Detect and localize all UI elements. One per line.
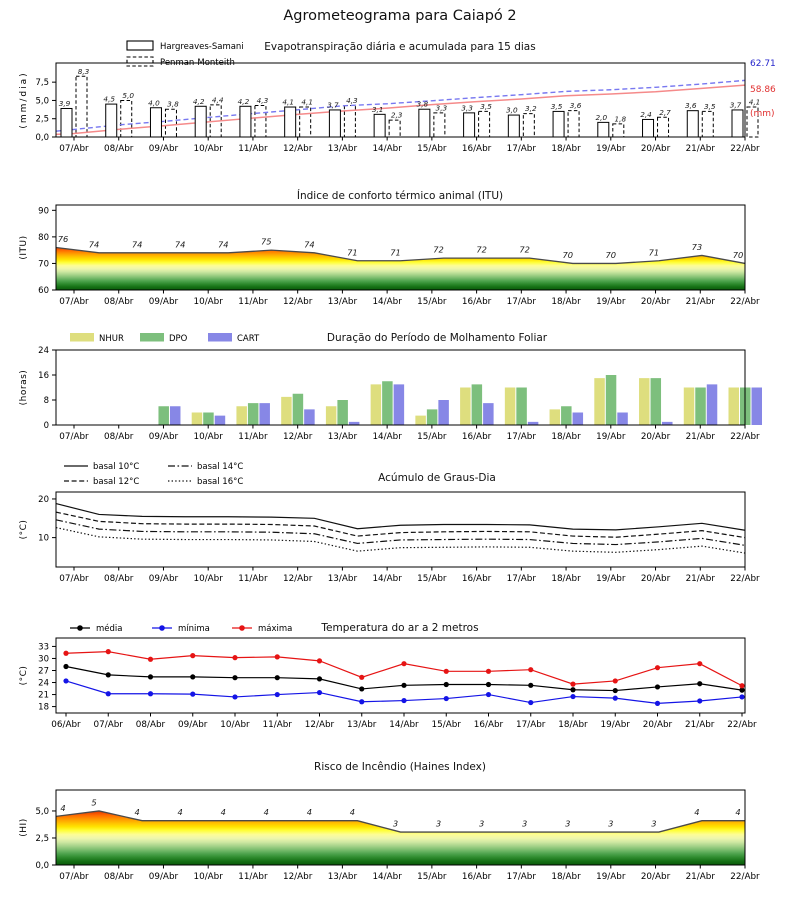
- mol-chart: [19, 332, 762, 442]
- itu-point-label: 74: [217, 239, 229, 250]
- gd-legend-1: basal 12°C: [93, 477, 140, 487]
- hai-ytick: 2,5: [35, 833, 49, 844]
- mol-legend-dpo: DPO: [169, 334, 188, 344]
- itu-ytick: 60: [38, 286, 49, 296]
- itu-xtick: 14/Abr: [372, 297, 402, 307]
- temp-xtick: 18/Abr: [558, 720, 588, 730]
- et-bar-label: 3,3: [435, 103, 448, 113]
- hai-xtick: 14/Abr: [372, 872, 402, 882]
- hai-xtick: 16/Abr: [461, 872, 492, 882]
- hai-point-label: 3: [565, 818, 571, 829]
- gd-ylabel: (°C): [19, 519, 29, 540]
- et-bar-label: 4,2: [192, 96, 205, 106]
- mol-xtick: 11/Abr: [238, 432, 268, 442]
- mol-xtick: 21/Abr: [685, 432, 715, 442]
- et-bar-label: 3,9: [58, 98, 71, 108]
- et-xtick: 16/Abr: [461, 144, 492, 154]
- itu-point-label: 74: [174, 239, 186, 250]
- et-bar-label: 4,0: [148, 98, 160, 108]
- itu-xtick: 10/Abr: [193, 297, 223, 307]
- hai-xtick: 07/Abr: [59, 872, 89, 882]
- mol-title: Duração do Período de Molhamento Foliar: [326, 332, 548, 344]
- et-title: Evapotranspiração diária e acumulada para 15 dias: [264, 41, 536, 53]
- mol-xtick: 14/Abr: [372, 432, 402, 442]
- et-bar-label: 4,3: [346, 96, 358, 106]
- hai-xtick: 22/Abr: [730, 872, 760, 882]
- mol-xtick: 19/Abr: [596, 432, 626, 442]
- hai-point-label: 4: [134, 807, 140, 818]
- et-legend-penman: Penman-Monteith: [160, 58, 235, 68]
- itu-point-label: 74: [131, 239, 143, 250]
- itu-point-label: 74: [304, 239, 315, 250]
- hai-xtick: 18/Abr: [551, 872, 581, 882]
- et-ytick: 7,5: [35, 78, 49, 89]
- et-bar-label: 3,0: [506, 105, 518, 115]
- hai-point-label: 3: [392, 818, 399, 829]
- et-bar-label: 4,3: [256, 96, 269, 106]
- et-unit-label: (mm): [750, 109, 775, 119]
- hai-point-label: 4: [349, 807, 356, 818]
- et-bar-label: 3,5: [550, 101, 563, 111]
- hai-point-label: 3: [478, 818, 485, 829]
- itu-xtick: 17/Abr: [506, 297, 537, 307]
- hai-chart: [19, 761, 760, 882]
- hai-ylabel: (HI): [19, 818, 29, 837]
- hai-point-label: 3: [608, 818, 614, 829]
- et-bar-label: 5,0: [122, 90, 135, 100]
- hai-ytick: 5,0: [35, 806, 49, 817]
- temp-xtick: 13/Abr: [347, 720, 377, 730]
- gd-xtick: 22/Abr: [730, 574, 760, 584]
- temp-ytick: 18: [38, 702, 49, 713]
- temp-ylabel: (°C): [19, 665, 29, 686]
- hai-ytick: 0,0: [35, 861, 49, 871]
- hai-xtick: 08/Abr: [104, 872, 134, 882]
- hai-point-label: 4: [306, 807, 313, 818]
- temp-title: Temperatura do ar a 2 metros: [321, 622, 479, 634]
- gd-xtick: 17/Abr: [506, 574, 537, 584]
- et-bar-label: 3,8: [416, 99, 429, 109]
- et-chart: [19, 41, 776, 154]
- temp-xtick: 16/Abr: [473, 720, 504, 730]
- hai-point-label: 3: [651, 818, 657, 829]
- temp-ytick: 30: [38, 654, 49, 665]
- et-bar-label: 3,6: [684, 101, 697, 111]
- et-bar-label: 2,3: [390, 110, 403, 120]
- mol-xtick: 08/Abr: [104, 432, 134, 442]
- itu-point-label: 71: [347, 247, 358, 258]
- gd-xtick: 19/Abr: [596, 574, 626, 584]
- et-bar-label: 2,4: [640, 109, 652, 119]
- temp-chart: [19, 622, 757, 730]
- et-total-penman: 62.71: [750, 59, 776, 69]
- et-xtick: 10/Abr: [193, 144, 223, 154]
- mol-legend-nhur: NHUR: [99, 334, 124, 344]
- et-bar-label: 2,7: [659, 107, 671, 117]
- hai-point-label: 3: [435, 818, 442, 829]
- itu-ytick: 70: [38, 259, 49, 270]
- hai-point-label: 4: [735, 807, 741, 818]
- gd-xtick: 09/Abr: [148, 574, 179, 584]
- gd-legend-0: basal 10°C: [93, 462, 140, 472]
- hai-xtick: 21/Abr: [685, 872, 715, 882]
- itu-ylabel: (ITU): [19, 235, 29, 260]
- mol-xtick: 13/Abr: [327, 432, 358, 442]
- et-xtick: 20/Abr: [640, 144, 671, 154]
- itu-xtick: 16/Abr: [461, 297, 492, 307]
- et-bar-label: 4,1: [282, 97, 294, 107]
- hai-xtick: 09/Abr: [148, 872, 179, 882]
- mol-xtick: 20/Abr: [640, 432, 671, 442]
- et-bar-label: 3,3: [461, 103, 473, 113]
- itu-xtick: 08/Abr: [104, 297, 134, 307]
- et-xtick: 12/Abr: [282, 144, 313, 154]
- et-bar-label: 8,3: [77, 66, 90, 76]
- gd-title: Acúmulo de Graus-Dia: [378, 472, 496, 484]
- temp-xtick: 20/Abr: [642, 720, 673, 730]
- mol-ytick: 24: [38, 346, 49, 356]
- gd-xtick: 12/Abr: [282, 574, 313, 584]
- hai-xtick: 13/Abr: [327, 872, 358, 882]
- et-bar-label: 3,7: [729, 100, 742, 110]
- temp-xtick: 15/Abr: [431, 720, 461, 730]
- et-xtick: 21/Abr: [685, 144, 715, 154]
- gd-xtick: 14/Abr: [372, 574, 402, 584]
- et-bar-label: 1,8: [614, 114, 627, 124]
- itu-point-label: 71: [390, 247, 401, 258]
- et-ytick: 0,0: [35, 133, 49, 143]
- et-total-hargreaves: 58.86: [750, 85, 776, 95]
- temp-xtick: 09/Abr: [178, 720, 208, 730]
- temp-legend-0: média: [96, 624, 123, 634]
- et-xtick: 18/Abr: [551, 144, 581, 154]
- gd-plot-frame: [56, 492, 745, 567]
- gd-xtick: 07/Abr: [59, 574, 89, 584]
- gd-xtick: 15/Abr: [417, 574, 447, 584]
- gd-legend-3: basal 16°C: [197, 477, 244, 487]
- mol-xtick: 16/Abr: [461, 432, 492, 442]
- hai-point-label: 4: [60, 802, 66, 813]
- et-xtick: 22/Abr: [730, 144, 760, 154]
- itu-ytick: 80: [38, 232, 49, 243]
- hai-point-label: 4: [694, 807, 700, 818]
- et-xtick: 19/Abr: [596, 144, 626, 154]
- temp-xtick: 19/Abr: [600, 720, 630, 730]
- itu-point-label: 72: [476, 244, 487, 255]
- itu-xtick: 07/Abr: [59, 297, 89, 307]
- itu-point-label: 71: [648, 247, 660, 258]
- temp-xtick: 17/Abr: [516, 720, 546, 730]
- temp-xtick: 07/Abr: [93, 720, 123, 730]
- temp-ytick: 21: [38, 690, 49, 701]
- temp-legend-1: mínima: [178, 624, 210, 634]
- itu-xtick: 09/Abr: [148, 297, 179, 307]
- itu-point-label: 72: [433, 244, 444, 255]
- hai-xtick: 17/Abr: [506, 872, 537, 882]
- itu-point-label: 75: [261, 236, 272, 247]
- itu-xtick: 22/Abr: [730, 297, 760, 307]
- itu-point-label: 76: [57, 234, 69, 244]
- mol-xtick: 22/Abr: [730, 432, 760, 442]
- gd-chart: [19, 462, 760, 584]
- hai-point-label: 5: [91, 797, 97, 808]
- itu-xtick: 12/Abr: [282, 297, 313, 307]
- temp-xtick: 08/Abr: [135, 720, 166, 730]
- et-xtick: 11/Abr: [238, 144, 268, 154]
- gd-ytick: 20: [38, 494, 49, 505]
- mol-legend-cart: CART: [237, 334, 260, 344]
- gd-xtick: 20/Abr: [640, 574, 671, 584]
- mol-xtick: 09/Abr: [148, 432, 179, 442]
- itu-xtick: 20/Abr: [640, 297, 671, 307]
- gd-xtick: 08/Abr: [104, 574, 134, 584]
- hai-xtick: 15/Abr: [417, 872, 447, 882]
- itu-xtick: 13/Abr: [327, 297, 358, 307]
- et-ytick: 5,0: [35, 96, 49, 107]
- et-bar-label: 4,2: [237, 96, 250, 106]
- temp-xtick: 10/Abr: [220, 720, 250, 730]
- gd-xtick: 21/Abr: [685, 574, 715, 584]
- hai-point-label: 4: [177, 807, 183, 818]
- et-bar-label: 4,1: [301, 97, 313, 107]
- page-title: Agrometeograma para Caiapó 2: [283, 8, 517, 24]
- itu-xtick: 15/Abr: [417, 297, 447, 307]
- et-bar-label: 4,5: [103, 94, 116, 104]
- itu-title: Índice de conforto térmico animal (ITU): [296, 190, 504, 202]
- hai-title: Risco de Incêndio (Haines Index): [314, 761, 486, 773]
- gd-xtick: 13/Abr: [327, 574, 358, 584]
- gd-xtick: 16/Abr: [461, 574, 492, 584]
- et-xtick: 09/Abr: [148, 144, 179, 154]
- temp-ytick: 33: [38, 642, 49, 653]
- mol-xtick: 18/Abr: [551, 432, 581, 442]
- gd-legend-2: basal 14°C: [197, 462, 244, 472]
- hai-xtick: 11/Abr: [238, 872, 268, 882]
- itu-ytick: 90: [38, 206, 49, 217]
- hai-xtick: 12/Abr: [282, 872, 313, 882]
- temp-xtick: 06/Abr: [51, 720, 81, 730]
- mol-xtick: 07/Abr: [59, 432, 89, 442]
- itu-point-label: 73: [691, 241, 703, 252]
- itu-chart: [19, 189, 760, 307]
- et-ytick: 2,5: [35, 114, 49, 125]
- mol-ytick: 8: [43, 396, 49, 406]
- gd-ytick: 10: [38, 533, 49, 544]
- et-bar-label: 3,5: [480, 101, 492, 111]
- temp-xtick: 21/Abr: [685, 720, 715, 730]
- et-legend-hargreaves: Hargreaves-Samani: [160, 42, 244, 52]
- et-bar-label: 3,2: [525, 104, 537, 114]
- itu-xtick: 18/Abr: [551, 297, 581, 307]
- et-bar-label: 3,1: [371, 104, 384, 114]
- et-xtick: 15/Abr: [417, 144, 447, 154]
- mol-ylabel: (horas): [19, 369, 29, 406]
- et-bar-label: 3,8: [167, 99, 179, 109]
- itu-xtick: 19/Abr: [596, 297, 626, 307]
- temp-xtick: 14/Abr: [389, 720, 419, 730]
- itu-xtick: 21/Abr: [685, 297, 715, 307]
- et-xtick: 17/Abr: [506, 144, 537, 154]
- temp-xtick: 12/Abr: [304, 720, 335, 730]
- temp-ytick: 24: [38, 678, 49, 689]
- hai-point-label: 4: [220, 807, 226, 818]
- hai-xtick: 20/Abr: [640, 872, 671, 882]
- et-bar-label: 3,7: [327, 100, 339, 110]
- temp-legend-2: máxima: [258, 624, 293, 634]
- gd-xtick: 11/Abr: [238, 574, 268, 584]
- et-bar-label: 3,6: [569, 101, 582, 111]
- et-xtick: 13/Abr: [327, 144, 358, 154]
- et-xtick: 08/Abr: [104, 144, 134, 154]
- hai-xtick: 19/Abr: [596, 872, 626, 882]
- et-bar-label: 2,0: [595, 112, 608, 122]
- mol-xtick: 10/Abr: [193, 432, 223, 442]
- temp-xtick: 11/Abr: [262, 720, 292, 730]
- gd-xtick: 10/Abr: [193, 574, 223, 584]
- et-bar-label: 4,1: [748, 97, 761, 107]
- hai-point-label: 3: [522, 818, 528, 829]
- hai-xtick: 10/Abr: [193, 872, 223, 882]
- itu-point-label: 72: [519, 244, 530, 255]
- mol-xtick: 17/Abr: [506, 432, 537, 442]
- gd-xtick: 18/Abr: [551, 574, 581, 584]
- temp-xtick: 22/Abr: [727, 720, 757, 730]
- et-xtick: 07/Abr: [59, 144, 89, 154]
- itu-point-label: 70: [732, 249, 744, 260]
- itu-point-label: 70: [562, 249, 574, 260]
- itu-point-label: 70: [605, 249, 617, 260]
- mol-ytick: 0: [43, 421, 49, 431]
- mol-xtick: 12/Abr: [282, 432, 313, 442]
- itu-xtick: 11/Abr: [238, 297, 268, 307]
- et-bar-label: 4,4: [211, 95, 224, 105]
- mol-xtick: 15/Abr: [417, 432, 447, 442]
- temp-ytick: 27: [38, 666, 49, 677]
- et-bar-label: 3,5: [703, 101, 716, 111]
- itu-point-label: 74: [88, 239, 100, 250]
- hai-point-label: 4: [263, 807, 269, 818]
- et-ylabel: (mm/dia): [19, 71, 29, 129]
- mol-ytick: 16: [38, 371, 49, 381]
- et-xtick: 14/Abr: [372, 144, 402, 154]
